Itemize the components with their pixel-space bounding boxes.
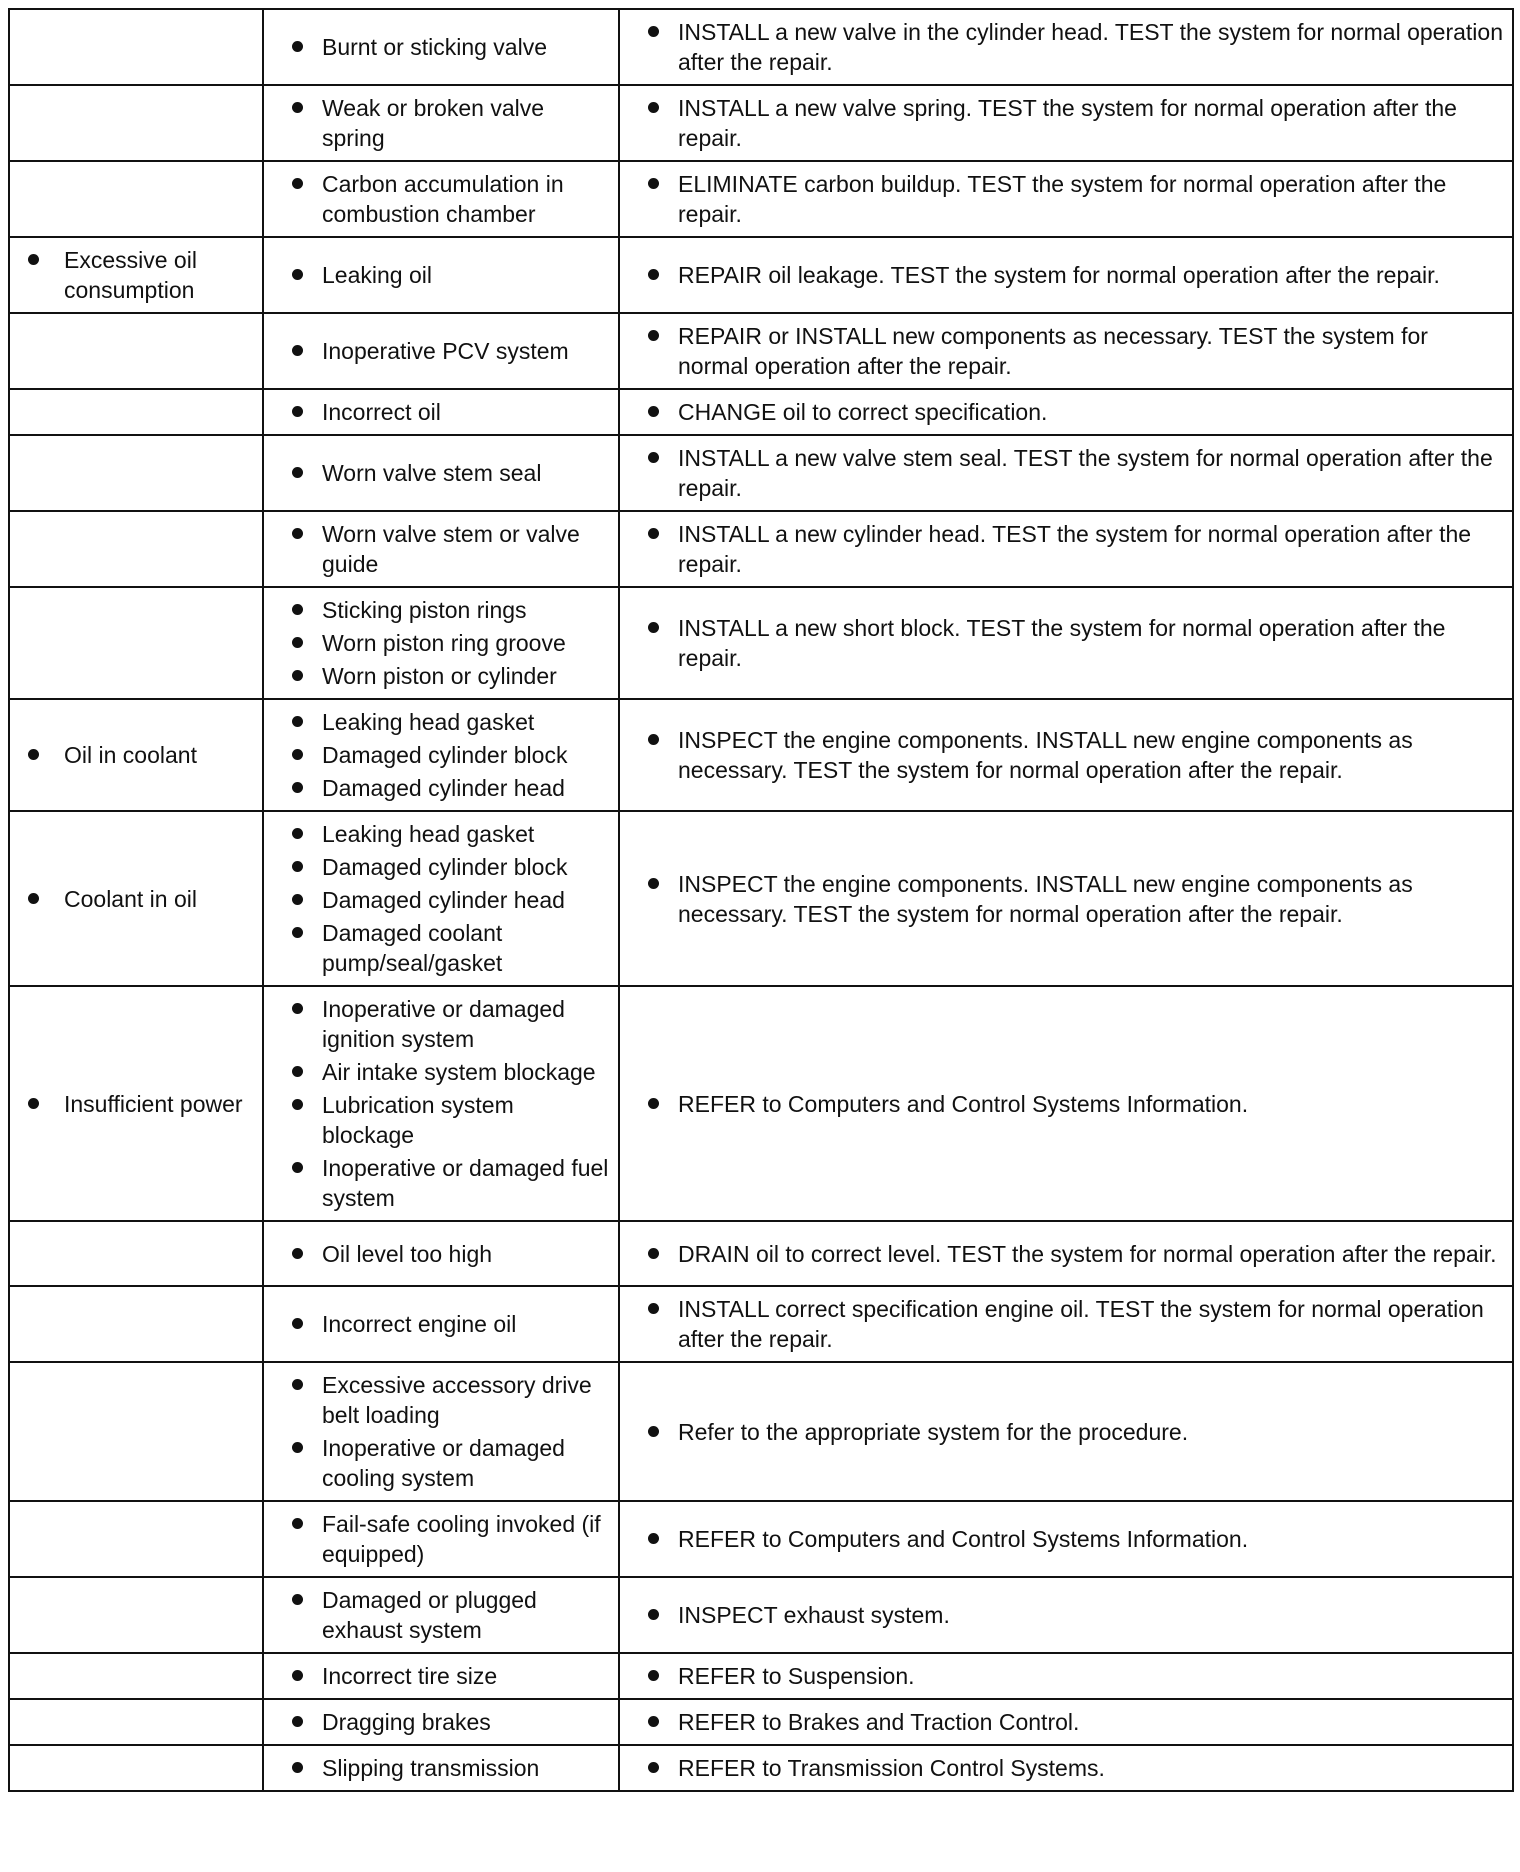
condition-text: Coolant in oil: [26, 884, 254, 914]
cause-item: Inoperative PCV system: [290, 336, 610, 366]
action-list: [646, 519, 1504, 579]
condition-text: Insufficient power: [26, 1089, 254, 1119]
action-text: INSTALL a new valve in the cylinder head. TEST the system for normal operation after the repair.: [646, 17, 1504, 77]
action-text: REFER to Suspension.: [646, 1661, 1504, 1691]
table-row: [9, 237, 1513, 313]
possible-source-cell: [263, 1221, 619, 1286]
cause-item: Incorrect oil: [290, 397, 610, 427]
action-list: [646, 725, 1504, 785]
cause-item: Worn piston or cylinder: [290, 661, 610, 691]
cause-item: Inoperative or damaged cooling system: [290, 1433, 610, 1493]
condition-cell: [9, 1221, 263, 1286]
cause-item: Damaged cylinder block: [290, 740, 610, 770]
condition-cell: [9, 986, 263, 1221]
condition-text: Oil in coolant: [26, 740, 254, 770]
cause-item: Dragging brakes: [290, 1707, 610, 1737]
cause-item: Burnt or sticking valve: [290, 32, 610, 62]
cause-item: Fail-safe cooling invoked (if equipped): [290, 1509, 610, 1569]
possible-source-cell: [263, 389, 619, 435]
cause-item: Worn valve stem seal: [290, 458, 610, 488]
cause-item: Leaking head gasket: [290, 707, 610, 737]
table-row: [9, 1653, 1513, 1699]
possible-source-cell: [263, 1699, 619, 1745]
table-row: [9, 1577, 1513, 1653]
action-text: INSTALL a new valve stem seal. TEST the system for normal operation after the repair.: [646, 443, 1504, 503]
cause-list: [290, 1707, 610, 1737]
cause-item: Damaged cylinder head: [290, 885, 610, 915]
table-row: [9, 986, 1513, 1221]
condition-cell: [9, 85, 263, 161]
action-cell: [619, 811, 1513, 986]
cause-item: Carbon accumulation in combustion chamber: [290, 169, 610, 229]
action-list: [646, 1600, 1504, 1630]
action-text: INSPECT the engine components. INSTALL new engine components as necessary. TEST the system for normal operation after the repair.: [646, 869, 1504, 929]
action-cell: [619, 1362, 1513, 1501]
cause-item: Lubrication system blockage: [290, 1090, 610, 1150]
cause-item: Slipping transmission: [290, 1753, 610, 1783]
action-list: [646, 17, 1504, 77]
action-text: ELIMINATE carbon buildup. TEST the system for normal operation after the repair.: [646, 169, 1504, 229]
condition-list: [26, 884, 254, 914]
action-cell: [619, 587, 1513, 699]
possible-source-cell: [263, 313, 619, 389]
possible-source-cell: [263, 986, 619, 1221]
cause-list: [290, 707, 610, 803]
action-text: INSTALL a new valve spring. TEST the system for normal operation after the repair.: [646, 93, 1504, 153]
action-text: REFER to Transmission Control Systems.: [646, 1753, 1504, 1783]
cause-item: Inoperative or damaged fuel system: [290, 1153, 610, 1213]
cause-list: [290, 1509, 610, 1569]
cause-list: [290, 336, 610, 366]
action-list: [646, 869, 1504, 929]
cause-list: [290, 994, 610, 1213]
possible-source-cell: [263, 1362, 619, 1501]
cause-item: Leaking oil: [290, 260, 610, 290]
possible-source-cell: [263, 1653, 619, 1699]
action-list: [646, 260, 1504, 290]
condition-cell: [9, 389, 263, 435]
action-list: [646, 1661, 1504, 1691]
table-row: [9, 85, 1513, 161]
condition-cell: [9, 587, 263, 699]
cause-item: Damaged coolant pump/seal/gasket: [290, 918, 610, 978]
possible-source-cell: [263, 237, 619, 313]
cause-item: Sticking piston rings: [290, 595, 610, 625]
action-cell: [619, 699, 1513, 811]
action-list: [646, 1707, 1504, 1737]
action-list: [646, 1753, 1504, 1783]
possible-source-cell: [263, 435, 619, 511]
cause-item: Incorrect tire size: [290, 1661, 610, 1691]
table-row: [9, 511, 1513, 587]
table-row: [9, 161, 1513, 237]
possible-source-cell: [263, 1286, 619, 1362]
cause-list: [290, 32, 610, 62]
table-row: [9, 1501, 1513, 1577]
possible-source-cell: [263, 587, 619, 699]
table-row: [9, 313, 1513, 389]
action-cell: [619, 1577, 1513, 1653]
action-list: [646, 1089, 1504, 1119]
action-text: Refer to the appropriate system for the procedure.: [646, 1417, 1504, 1447]
action-text: INSTALL a new cylinder head. TEST the system for normal operation after the repair.: [646, 519, 1504, 579]
action-list: [646, 1417, 1504, 1447]
possible-source-cell: [263, 1577, 619, 1653]
table-row: [9, 9, 1513, 85]
condition-cell: [9, 1699, 263, 1745]
symptom-chart-table: [8, 8, 1514, 1792]
cause-item: Excessive accessory drive belt loading: [290, 1370, 610, 1430]
cause-list: [290, 458, 610, 488]
cause-list: [290, 169, 610, 229]
cause-list: [290, 1309, 610, 1339]
action-list: [646, 93, 1504, 153]
action-text: REFER to Computers and Control Systems Information.: [646, 1089, 1504, 1119]
action-cell: [619, 1221, 1513, 1286]
action-text: DRAIN oil to correct level. TEST the system for normal operation after the repair.: [646, 1239, 1504, 1269]
cause-list: [290, 595, 610, 691]
table-row: [9, 1221, 1513, 1286]
possible-source-cell: [263, 1745, 619, 1791]
table-row: [9, 1699, 1513, 1745]
action-text: REPAIR oil leakage. TEST the system for normal operation after the repair.: [646, 260, 1504, 290]
condition-cell: [9, 1577, 263, 1653]
cause-list: [290, 260, 610, 290]
action-cell: [619, 435, 1513, 511]
action-list: [646, 613, 1504, 673]
action-text: INSTALL a new short block. TEST the system for normal operation after the repair.: [646, 613, 1504, 673]
cause-item: Damaged cylinder head: [290, 773, 610, 803]
table-row: [9, 1362, 1513, 1501]
condition-cell: [9, 1745, 263, 1791]
action-cell: [619, 389, 1513, 435]
possible-source-cell: [263, 1501, 619, 1577]
action-list: [646, 443, 1504, 503]
cause-item: Worn valve stem or valve guide: [290, 519, 610, 579]
condition-cell: [9, 1362, 263, 1501]
possible-source-cell: [263, 511, 619, 587]
cause-item: Air intake system blockage: [290, 1057, 610, 1087]
cause-list: [290, 397, 610, 427]
action-cell: [619, 9, 1513, 85]
action-list: [646, 1239, 1504, 1269]
condition-cell: [9, 811, 263, 986]
action-cell: [619, 986, 1513, 1221]
action-cell: [619, 1745, 1513, 1791]
table-row: [9, 699, 1513, 811]
action-cell: [619, 1653, 1513, 1699]
action-text: INSPECT exhaust system.: [646, 1600, 1504, 1630]
action-cell: [619, 237, 1513, 313]
table-row: [9, 811, 1513, 986]
action-cell: [619, 1286, 1513, 1362]
table-row: [9, 435, 1513, 511]
cause-list: [290, 1239, 610, 1269]
cause-list: [290, 1753, 610, 1783]
cause-item: Weak or broken valve spring: [290, 93, 610, 153]
table-row: [9, 1286, 1513, 1362]
action-cell: [619, 85, 1513, 161]
condition-cell: [9, 1501, 263, 1577]
cause-item: Damaged or plugged exhaust system: [290, 1585, 610, 1645]
action-cell: [619, 1501, 1513, 1577]
cause-item: Worn piston ring groove: [290, 628, 610, 658]
action-text: INSTALL correct specification engine oil. TEST the system for normal operation after the repair.: [646, 1294, 1504, 1354]
action-text: CHANGE oil to correct specification.: [646, 397, 1504, 427]
symptom-chart-body: [9, 9, 1513, 1791]
action-text: REFER to Brakes and Traction Control.: [646, 1707, 1504, 1737]
action-list: [646, 1294, 1504, 1354]
action-list: [646, 321, 1504, 381]
cause-list: [290, 519, 610, 579]
condition-list: [26, 740, 254, 770]
action-list: [646, 169, 1504, 229]
table-row: [9, 389, 1513, 435]
cause-list: [290, 1370, 610, 1493]
possible-source-cell: [263, 161, 619, 237]
cause-item: Oil level too high: [290, 1239, 610, 1269]
table-row: [9, 1745, 1513, 1791]
cause-item: Damaged cylinder block: [290, 852, 610, 882]
action-list: [646, 397, 1504, 427]
action-cell: [619, 511, 1513, 587]
action-text: REPAIR or INSTALL new components as necessary. TEST the system for normal operation after the repair.: [646, 321, 1504, 381]
action-cell: [619, 161, 1513, 237]
cause-list: [290, 1661, 610, 1691]
action-list: [646, 1524, 1504, 1554]
table-row: [9, 587, 1513, 699]
cause-list: [290, 819, 610, 978]
action-cell: [619, 313, 1513, 389]
condition-cell: [9, 435, 263, 511]
cause-item: Inoperative or damaged ignition system: [290, 994, 610, 1054]
possible-source-cell: [263, 811, 619, 986]
diagnostic-table-page: [8, 8, 1512, 1792]
condition-cell: [9, 511, 263, 587]
condition-cell: [9, 1653, 263, 1699]
cause-list: [290, 93, 610, 153]
possible-source-cell: [263, 699, 619, 811]
condition-cell: [9, 237, 263, 313]
cause-list: [290, 1585, 610, 1645]
condition-cell: [9, 9, 263, 85]
condition-text: Excessive oil consumption: [26, 245, 254, 305]
condition-cell: [9, 699, 263, 811]
condition-cell: [9, 161, 263, 237]
action-text: INSPECT the engine components. INSTALL new engine components as necessary. TEST the system for normal operation after the repair.: [646, 725, 1504, 785]
cause-item: Incorrect engine oil: [290, 1309, 610, 1339]
condition-cell: [9, 1286, 263, 1362]
possible-source-cell: [263, 85, 619, 161]
condition-list: [26, 245, 254, 305]
action-cell: [619, 1699, 1513, 1745]
cause-item: Leaking head gasket: [290, 819, 610, 849]
condition-list: [26, 1089, 254, 1119]
condition-cell: [9, 313, 263, 389]
possible-source-cell: [263, 9, 619, 85]
action-text: REFER to Computers and Control Systems Information.: [646, 1524, 1504, 1554]
